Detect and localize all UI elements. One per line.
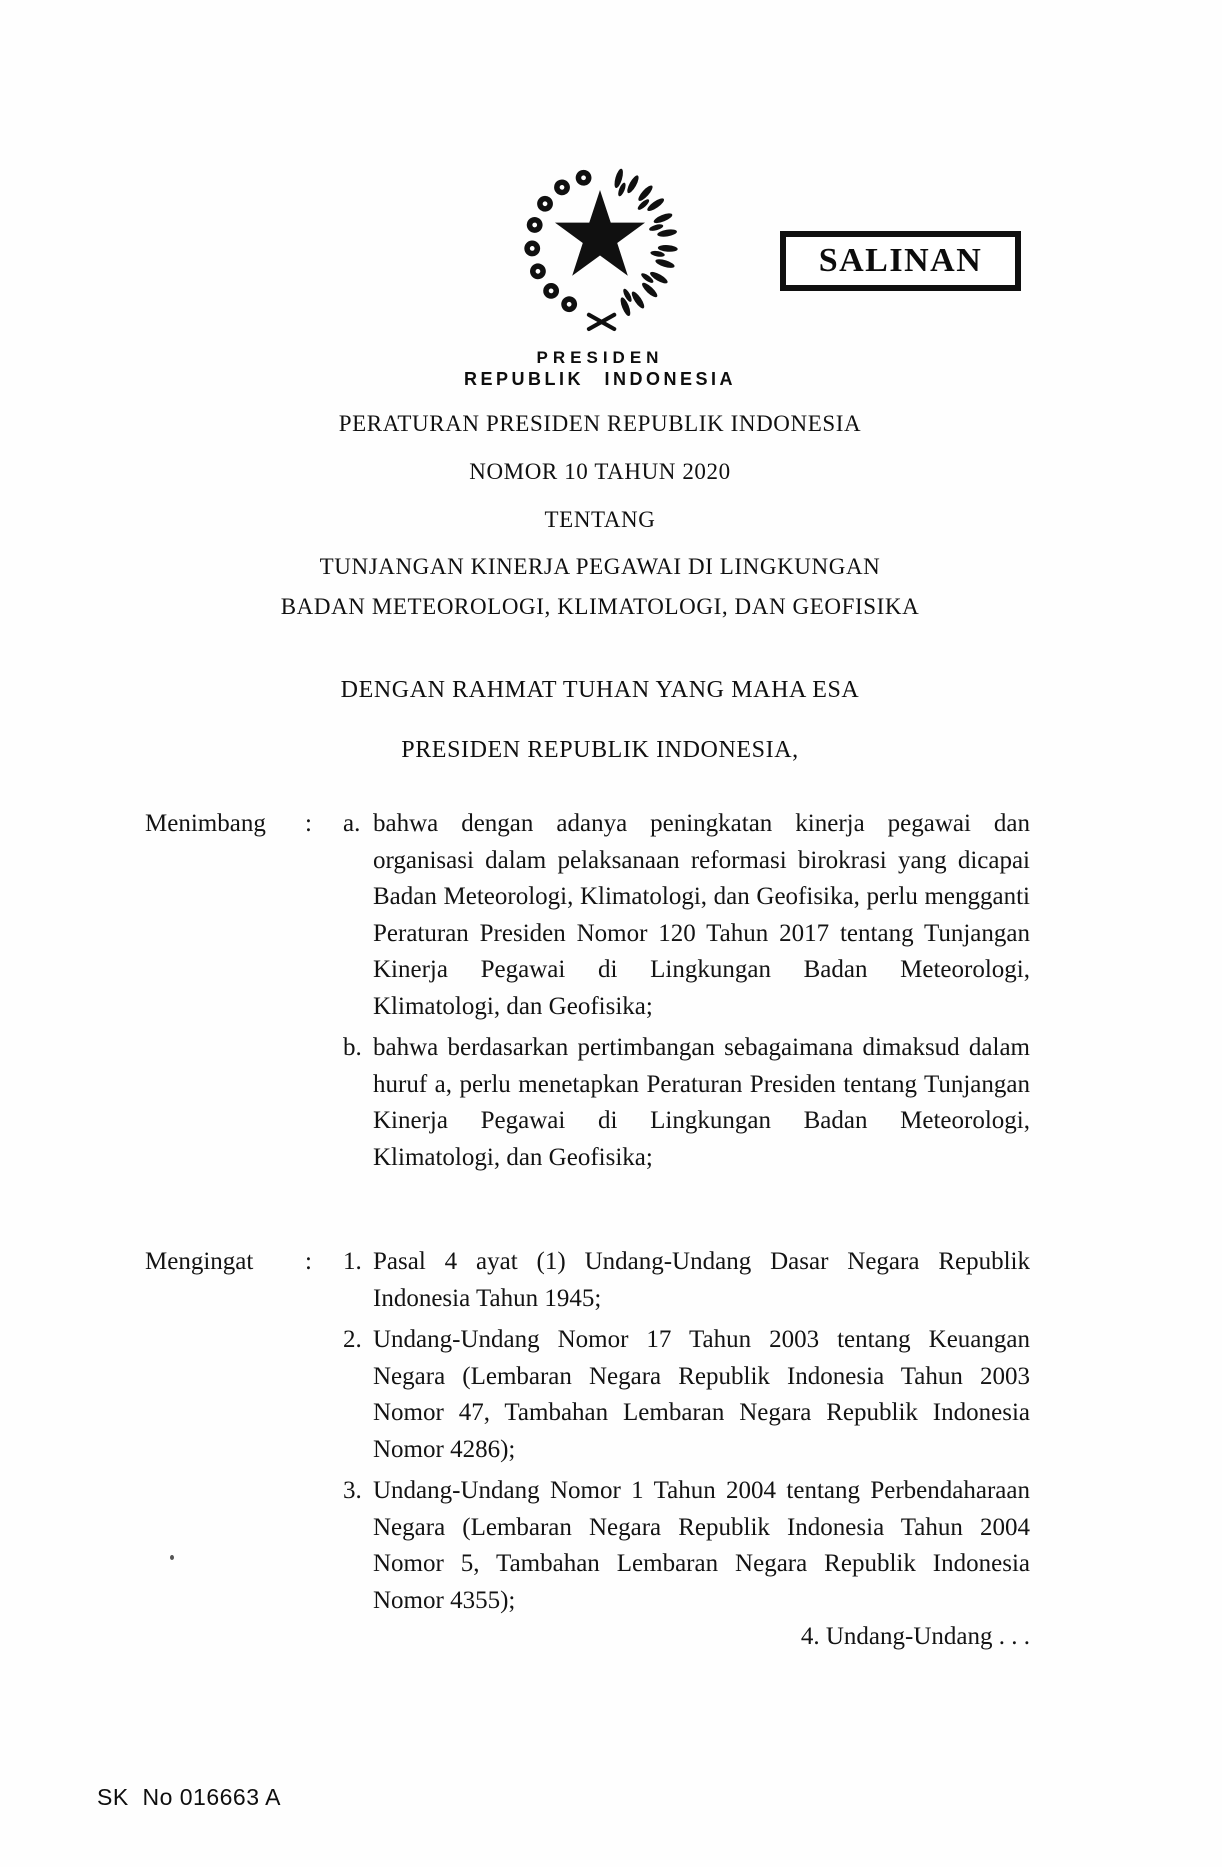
salinan-stamp bbox=[780, 231, 1021, 291]
legal-basis-item-1 bbox=[343, 1244, 1030, 1317]
invocation-line: DENGAN RAHMAT TUHAN YANG MAHA ESA bbox=[340, 677, 860, 703]
page-catchword: 4. Undang-Undang . . . bbox=[800, 1623, 1030, 1650]
item-text: Undang-Undang Nomor 17 Tahun 2003 tentang Keuangan Negara (Lembaran Negara Republik Indonesia Tahun 2003 Nomor 47, Tambahan Lembaran Negara Republik Indonesia Nomor 4286); bbox=[373, 1326, 1030, 1463]
salinan-stamp-label: SALINAN bbox=[818, 242, 983, 279]
considerations-section bbox=[145, 806, 1030, 1176]
item-marker: 2. bbox=[343, 1326, 362, 1353]
item-marker: 3. bbox=[343, 1477, 362, 1504]
considerations-list bbox=[343, 806, 1030, 1176]
consideration-item-a bbox=[343, 806, 1030, 1025]
regulation-subject-line1: TUNJANGAN KINERJA PEGAWAI DI LINGKUNGAN bbox=[319, 554, 881, 579]
considerations-colon: : bbox=[305, 810, 312, 837]
legal-basis-colon: : bbox=[305, 1248, 312, 1275]
item-text: bahwa berdasarkan pertimbangan sebagaimana dimaksud dalam huruf a, perlu menetapkan Peraturan Presiden tentang Tunjangan Kinerja Pegawai di Lingkungan Badan Meteorologi, Klimatologi, dan Geofisika; bbox=[373, 1034, 1030, 1171]
regulation-tentang: TENTANG bbox=[544, 507, 656, 532]
consideration-item-b bbox=[343, 1030, 1030, 1176]
sk-number: SK No 016663 A bbox=[97, 1784, 281, 1810]
item-marker: 1. bbox=[343, 1248, 362, 1275]
item-text: Pasal 4 ayat (1) Undang-Undang Dasar Negara Republik Indonesia Tahun 1945; bbox=[373, 1248, 1030, 1312]
scan-artifact-dot bbox=[170, 1555, 174, 1560]
regulation-number: NOMOR 10 TAHUN 2020 bbox=[469, 459, 731, 484]
star-icon bbox=[555, 190, 645, 276]
letterhead-presiden: PRESIDEN bbox=[536, 348, 664, 367]
legal-basis-section bbox=[145, 1244, 1030, 1619]
item-marker: b. bbox=[343, 1034, 362, 1061]
regulation-title: PERATURAN PRESIDEN REPUBLIK INDONESIA bbox=[338, 411, 862, 436]
legal-basis-label: Mengingat bbox=[145, 1248, 254, 1275]
presidential-emblem-icon bbox=[521, 164, 679, 336]
regulation-subject-line2: BADAN METEOROLOGI, KLIMATOLOGI, DAN GEOFISIKA bbox=[280, 594, 920, 619]
letterhead-republik-indonesia: REPUBLIK INDONESIA bbox=[463, 369, 736, 389]
legal-basis-item-3 bbox=[343, 1473, 1030, 1619]
authority-line: PRESIDEN REPUBLIK INDONESIA, bbox=[401, 737, 799, 763]
item-text: Undang-Undang Nomor 1 Tahun 2004 tentang Perbendaharaan Negara (Lembaran Negara Republik Indonesia Tahun 2004 Nomor 5, Tambahan Lembaran Negara Republik Indonesia Nomor 4355); bbox=[373, 1477, 1030, 1614]
legal-basis-list bbox=[343, 1244, 1030, 1619]
considerations-label: Menimbang bbox=[145, 810, 266, 837]
item-marker: a. bbox=[343, 810, 361, 837]
item-text: bahwa dengan adanya peningkatan kinerja pegawai dan organisasi dalam pelaksanaan reformasi birokrasi yang dicapai Badan Meteorologi, Klimatologi, dan Geofisika, perlu mengganti Peraturan Presiden Nomor 120 Tahun 2017 tentang Tunjangan Kinerja Pegawai di Lingkungan Badan Meteorologi, Klimatologi, dan Geofisika; bbox=[373, 810, 1030, 1020]
legal-basis-item-2 bbox=[343, 1322, 1030, 1468]
